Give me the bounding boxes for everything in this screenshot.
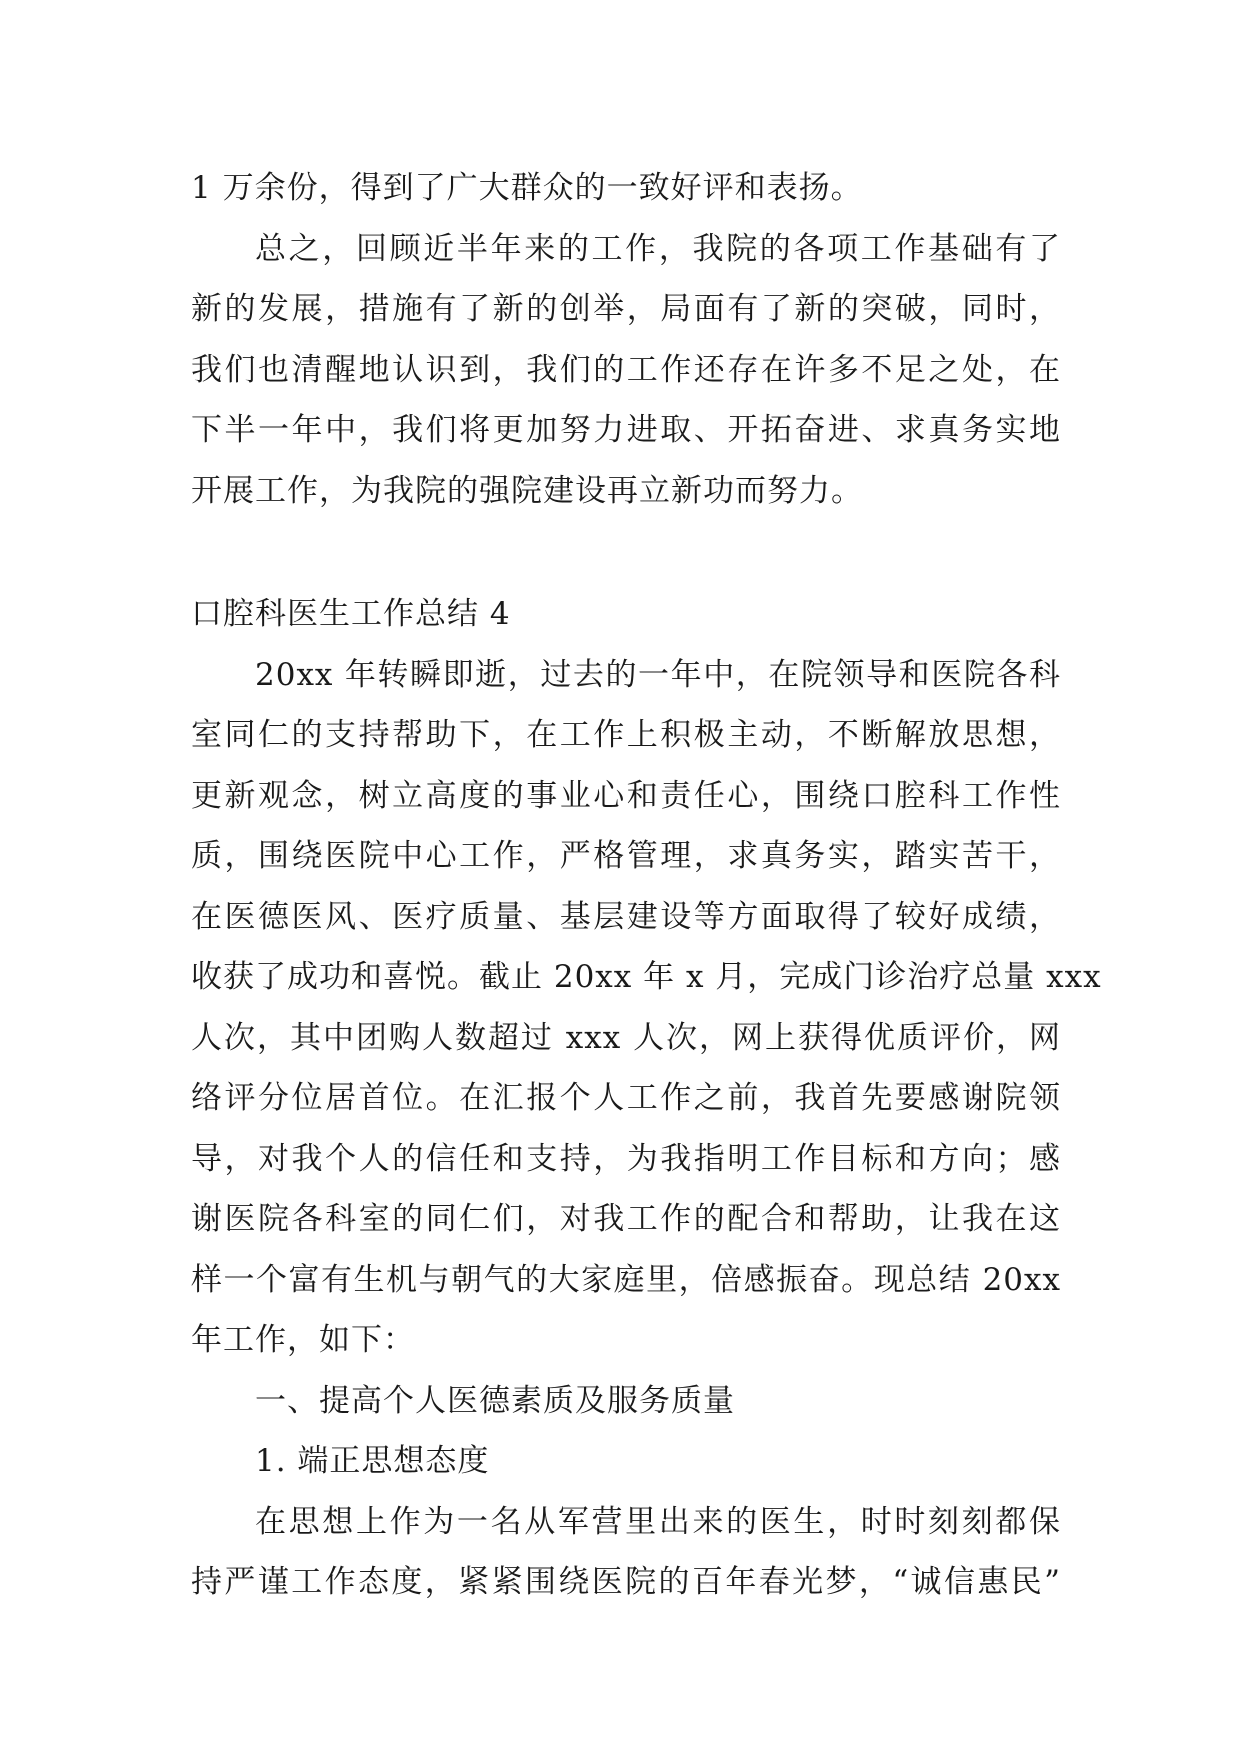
body-line: 在思想上作为一名从军营里出来的医生，时时刻刻都保	[255, 1503, 1061, 1540]
body-line: 持严谨工作态度，紧紧围绕医院的百年春光梦，“诚信惠民”	[191, 1564, 1061, 1600]
paragraph-end-line: 1 万余份，得到了广大群众的一致好评和表扬。	[191, 170, 863, 206]
summary-line: 开展工作，为我院的强院建设再立新功而努力。	[191, 472, 863, 509]
intro-line: 谢医院各科室的同仁们，对我工作的配合和帮助，让我在这	[191, 1201, 1061, 1237]
intro-line: 在医德医风、医疗质量、基层建设等方面取得了较好成绩，	[191, 898, 1061, 935]
intro-line: 更新观念，树立高度的事业心和责任心，围绕口腔科工作性	[191, 777, 1061, 814]
intro-line: 络评分位居首位。在汇报个人工作之前，我首先要感谢院领	[191, 1080, 1061, 1116]
summary-line: 我们也清醒地认识到，我们的工作还存在许多不足之处，在	[191, 351, 1061, 388]
intro-line: 人次，其中团购人数超过 xxx 人次，网上获得优质评价，网	[191, 1019, 1061, 1056]
section-title: 口腔科医生工作总结 4	[191, 596, 511, 632]
intro-line: 收获了成功和喜悦。截止 20xx 年 x 月，完成门诊治疗总量 xxx	[191, 959, 1102, 995]
intro-line: 20xx 年转瞬即逝，过去的一年中，在院领导和医院各科	[255, 656, 1061, 693]
summary-line: 新的发展，措施有了新的创举，局面有了新的突破，同时，	[191, 291, 1061, 327]
intro-line: 样一个富有生机与朝气的大家庭里，倍感振奋。现总结 20xx	[191, 1261, 1061, 1298]
intro-line: 室同仁的支持帮助下，在工作上积极主动，不断解放思想，	[191, 717, 1061, 753]
document-body	[191, 158, 1102, 1613]
heading-1: 一、提高个人医德素质及服务质量	[255, 1382, 735, 1419]
heading-1-1: 1. 端正思想态度	[255, 1443, 490, 1479]
section-spacer	[191, 521, 1061, 584]
summary-line: 总之，回顾近半年来的工作，我院的各项工作基础有了	[255, 230, 1061, 267]
intro-line: 导，对我个人的信任和支持，为我指明工作目标和方向；感	[191, 1140, 1061, 1177]
intro-line: 质，围绕医院中心工作，严格管理，求真务实，踏实苦干，	[191, 838, 1061, 874]
summary-line: 下半一年中，我们将更加努力进取、开拓奋进、求真务实地	[191, 412, 1061, 448]
intro-line: 年工作，如下：	[191, 1322, 415, 1358]
